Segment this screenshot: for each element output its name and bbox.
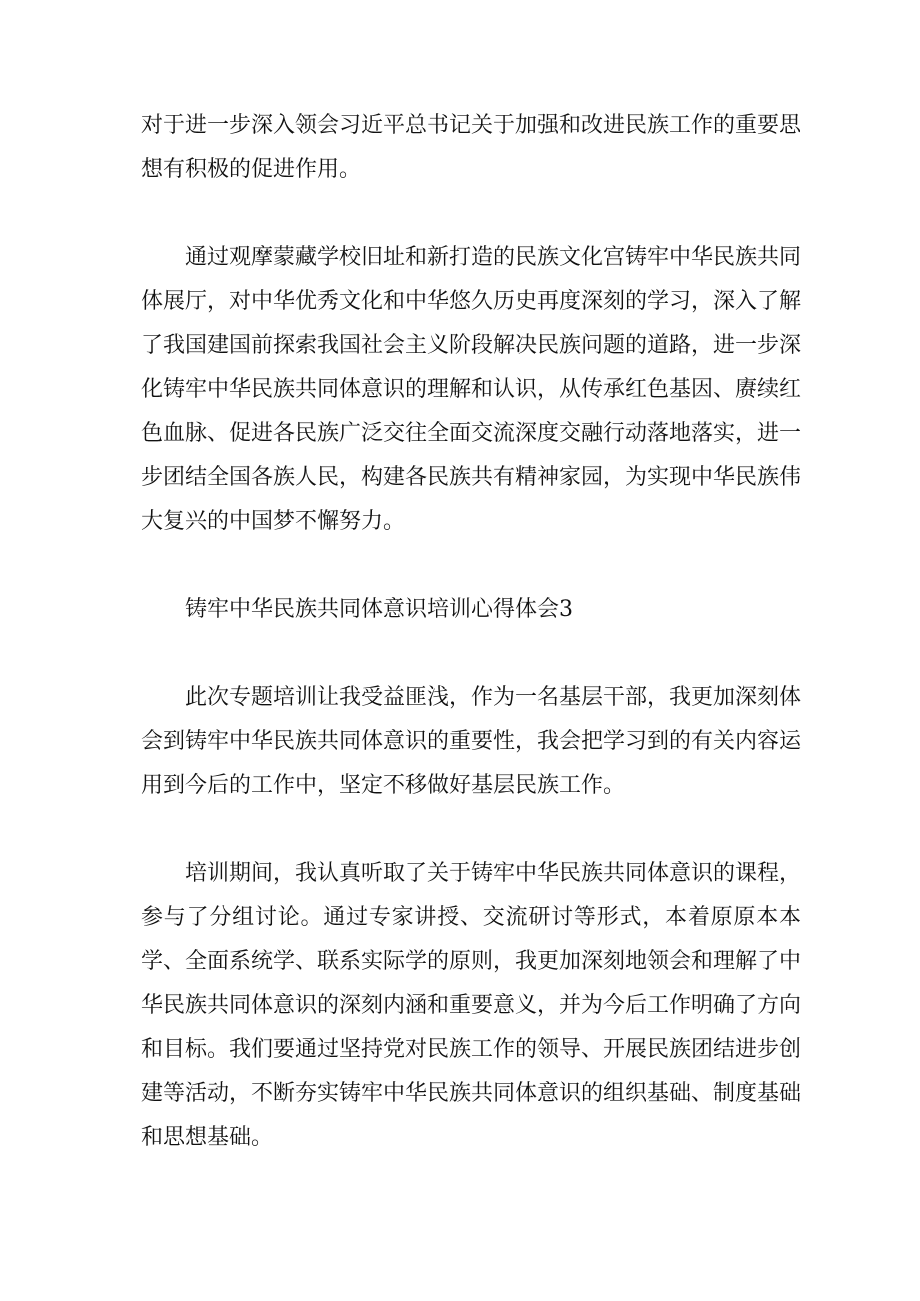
paragraph-continuation: 对于进一步深入领会习近平总书记关于加强和改进民族工作的重要思想有积极的促进作用。 — [141, 113, 802, 182]
paragraph-observation: 通过观摩蒙藏学校旧址和新打造的民族文化宫铸牢中华民族共同体展厅，对中华优秀文化和中华悠久历史再度深刻的学习，深入了解了我国建国前探索我国社会主义阶段解决民族问题的道路，进一步深化铸牢中华民族共同体意识的理解和认识，从传承红色基因、赓续红色血脉、促进各民族广泛交往全面交流深度交融行动落地落实，进一步团结全国各族人民，构建各民族共有精神家园，为实现中华民族伟大复兴的中国梦不懈努力。 — [141, 245, 802, 534]
section-heading: 铸牢中华民族共同体意识培训心得体会3 — [185, 597, 573, 622]
paragraph-training-period: 培训期间，我认真听取了关于铸牢中华民族共同体意识的课程，参与了分组讨论。通过专家讲授、交流研讨等形式，本着原原本本学、全面系统学、联系实际学的原则，我更加深刻地领会和理解了中华民族共同体意识的深刻内涵和重要意义，并为今后工作明确了方向和目标。我们要通过坚持党对民族工作的领导、开展民族团结进步创建等活动，不断夯实铸牢中华民族共同体意识的组织基础、制度基础和思想基础。 — [141, 861, 802, 1150]
paragraph-training-benefit: 此次专题培训让我受益匪浅，作为一名基层干部，我更加深刻体会到铸牢中华民族共同体意识的重要性，我会把学习到的有关内容运用到今后的工作中，坚定不移做好基层民族工作。 — [141, 685, 802, 798]
document-body — [141, 104, 801, 1204]
